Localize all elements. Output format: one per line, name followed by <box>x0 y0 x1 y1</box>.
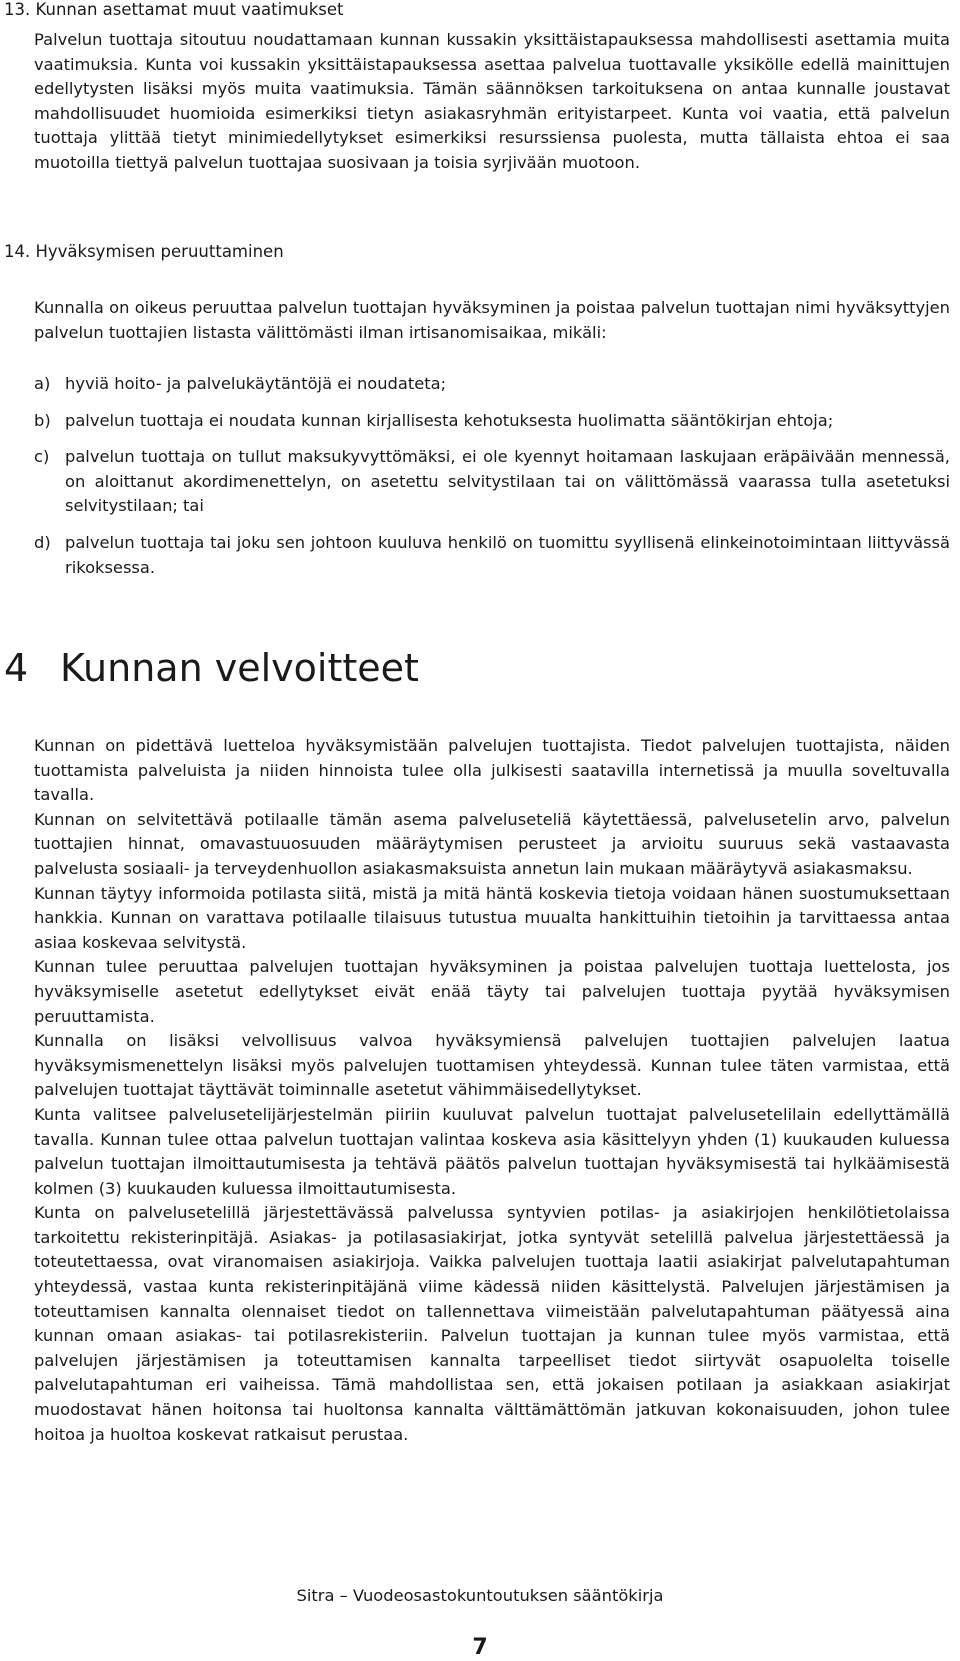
section-13-heading: 13. Kunnan asettamat muut vaatimukset <box>4 0 344 19</box>
body-paragraph: Kunnan on selvitettävä potilaalle tämän asema palveluseteliä käytettäessä, palvelusetelin arvo, palvelun tuottajien hinnat, omavastuuosuuden määräytymisen perusteet ja arvioitu suuruus sekä vastaavasta palvelusta sosiaali- ja terveydenhuollon asiakasmaksuista annetun lain mukaan määräytyvä asiakasmaksu. <box>34 809 950 878</box>
list-item <box>34 372 950 397</box>
list-item-text: hyviä hoito- ja palvelukäytäntöjä ei noudateta; <box>65 374 447 393</box>
list-marker: d) <box>34 532 51 552</box>
body-paragraph: Kunta on palvelusetelillä järjestettävässä palvelussa syntyvien potilas- ja asiakirjojen henkilötietolaissa tarkoitettu rekisterinpitäjä. Asiakas- ja potilasasiakirjat, jotka syntyvät setelillä palvelua järjestettäessä ja toteutettaessa, ovat viranomaisen asiakirjoja. Vaikka palvelujen tuottaja laatii asiakirjat palvelutapahtuman yhteydessä, vastaa kunta rekisterinpitäjänä viime kädessä niiden käsittelystä. Palvelujen järjestämisen ja toteuttamisen kannalta olennaiset tiedot on tallennettava viimeistään palvelutapahtuman päätyessä aina kunnan omaan asiakas- tai potilasrekisteriin. Palvelun tuottajan ja kunnan tulee myös varmistaa, että palvelujen järjestämisen ja toteuttamisen kannalta tarpeelliset tiedot siirtyvät osapuolelta toiselle palvelutapahtuman eri vaiheissa. Tämä mahdollistaa sen, että jokaisen potilaan ja asiakkaan asiakirjat muodostavat hänen hoitonsa tai huoltonsa kannalta välttämättömän jatkuvan kokonaisuuden, johon tulee hoitoa ja huoltoa koskevat ratkaisut perustaa. <box>34 1203 950 1444</box>
footer-text: Sitra – Vuodeosastokuntoutuksen sääntökirja <box>296 1586 664 1605</box>
chapter-number: 4 <box>4 646 29 690</box>
list-item-text: palvelun tuottaja ei noudata kunnan kirjallisesta kehotuksesta huolimatta sääntökirjan ehtoja; <box>65 410 834 430</box>
page-number: 7 <box>472 1635 488 1660</box>
body-paragraph: Kunta valitsee palvelusetelijärjestelmän piiriin kuuluvat palvelun tuottajat palvelusetelilain edellyttämällä tavalla. Kunnan tulee ottaa palvelun tuottajan valintaa koskeva asia käsittelyyn yhden (1) kuukauden kuluessa palvelun tuottajan ilmoittautumisesta ja tehtävä päätös palvelun tuottajan hyväksymisestä tai hylkäämisestä kolmen (3) kuukauden kuluessa ilmoittautumisesta. <box>34 1104 950 1198</box>
section-13-paragraph: Palvelun tuottaja sitoutuu noudattamaan kunnan kussakin yksittäistapauksessa mahdollisesti asettamia muita vaatimuksia. Kunta voi kussakin yksittäistapauksessa asettaa palvelua tuottavalle yksikölle edellä mainittujen edellytysten lisäksi myös muita vaatimuksia. Tämän säännöksen tarkoituksena on antaa kunnalle joustavat mahdollisuudet huomioida esimerkiksi tietyn asiakasryhmän erityistarpeet. Kunta voi vaatia, että palvelun tuottaja ylittää tietyt minimiedellytykset esimerkiksi resurssiensa puolesta, mutta tällaista ehtoa ei saa muotoilla tiettyä palvelun tuottajaa suosivaan ja toisia syrjivään muotoon. <box>34 30 950 172</box>
chapter-4-body <box>34 734 950 1447</box>
body-paragraph: Kunnan täytyy informoida potilasta siitä, mistä ja mitä häntä koskevia tietoja voidaan hänen suostumuksettaan hankkia. Kunnan on varattava potilaalle tilaisuus tutustua muualta hankittuihin tietoihin ja tarvittaessa antaa asiaa koskevaa selvitystä. <box>34 883 950 952</box>
list-item-text: palvelun tuottaja tai joku sen johtoon kuuluva henkilö on tuomittu syyllisenä elinkeinotoimintaan liittyvässä rikoksessa. <box>65 532 950 577</box>
body-paragraph: Kunnan tulee peruuttaa palvelujen tuottajan hyväksyminen ja poistaa palvelujen tuottaja luettelosta, jos hyväksymiselle asetetut edellytykset eivät enää täyty tai palvelujen tuottaja pyytää hyväksymisen peruuttamista. <box>34 957 950 1026</box>
list-item-text: palvelun tuottaja on tullut maksukyvyttömäksi, ei ole kyennyt hoitamaan laskujaan eräpäivään mennessä, on aloittanut akordimenettelyn, on asetettu selvitystilaan tai on välittömässä vaarassa tulla asetetuksi selvitystilaan; tai <box>65 447 950 516</box>
list-marker: c) <box>34 447 50 467</box>
section-14-intro: Kunnalla on oikeus peruuttaa palvelun tuottajan hyväksyminen ja poistaa palvelun tuottajan nimi hyväksyttyjen palvelun tuottajien listasta välittömästi ilman irtisanomisaikaa, mikäli: <box>34 298 950 342</box>
body-paragraph: Kunnan on pidettävä luetteloa hyväksymistään palvelujen tuottajista. Tiedot palvelujen tuottajista, näiden tuottamista palveluista ja niiden hinnoista tulee olla julkisesti saatavilla internetissä ja muulla soveltuvalla tavalla. <box>34 736 950 805</box>
chapter-title <box>4 646 419 690</box>
chapter-title-text: Kunnan velvoitteet <box>60 646 419 690</box>
section-14-heading: 14. Hyväksymisen peruuttaminen <box>4 242 284 261</box>
list-item <box>34 409 950 434</box>
revocation-conditions-list <box>34 372 950 592</box>
list-marker: b) <box>34 410 51 430</box>
list-item <box>34 445 950 519</box>
list-item <box>34 531 950 580</box>
body-paragraph: Kunnalla on lisäksi velvollisuus valvoa hyväksymiensä palvelujen tuottajien palvelujen laatua hyväksymismenettelyn lisäksi myös palvelujen tuottamisen yhteydessä. Kunnan tulee täten varmistaa, että palvelujen tuottajat täyttävät toiminnalle asetetut vähimmäisedellytykset. <box>34 1031 950 1100</box>
list-marker: a) <box>34 374 51 393</box>
